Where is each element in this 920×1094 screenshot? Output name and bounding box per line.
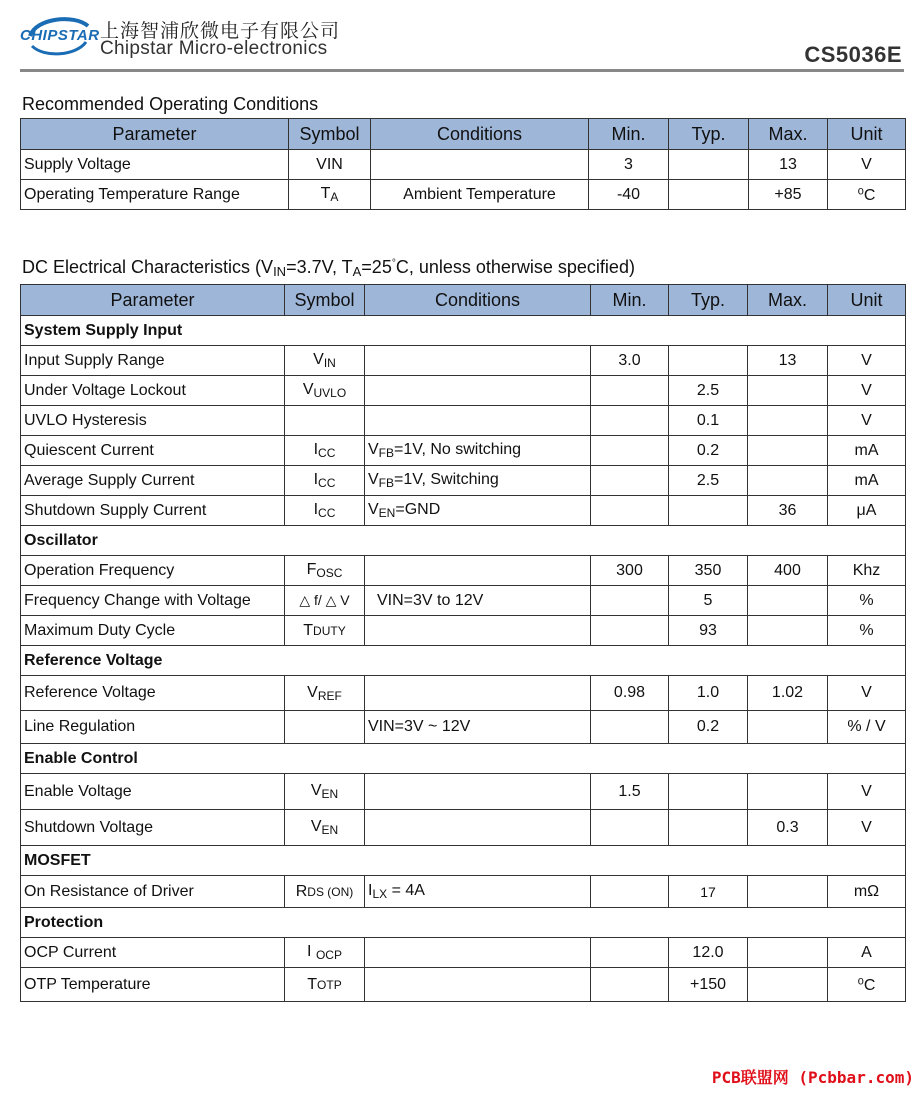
table-header-row [21, 119, 906, 150]
cell-typ: 5 [669, 586, 748, 616]
cell-max [748, 876, 828, 908]
cell-max [748, 586, 828, 616]
col-min: Min. [591, 285, 669, 316]
table-row [21, 466, 906, 496]
cell-param: Operating Temperature Range [21, 180, 289, 210]
col-typ: Typ. [669, 119, 749, 150]
roc-table [20, 118, 906, 210]
cell-max: 13 [749, 150, 828, 180]
cell-cond [365, 774, 591, 810]
cell-symbol: VIN [289, 150, 371, 180]
cell-unit: V [828, 150, 906, 180]
cell-cond [365, 810, 591, 846]
cell-param: On Resistance of Driver [21, 876, 285, 908]
cell-cond [365, 938, 591, 968]
cell-max [748, 616, 828, 646]
cell-unit: μA [828, 496, 906, 526]
cell-param: Maximum Duty Cycle [21, 616, 285, 646]
cell-symbol: TOTP [285, 968, 365, 1002]
col-typ: Typ. [669, 285, 748, 316]
cell-unit: V [828, 346, 906, 376]
cell-typ: 2.5 [669, 376, 748, 406]
cell-symbol: $V_{REF}$ [285, 676, 365, 711]
group-row [21, 908, 906, 938]
part-number: CS5036E [804, 42, 902, 67]
dc-title: DC Electrical Characteristics ($V_{IN}=3.7V$, $T_A=25^\circ C$, unless otherwise specified) [22, 257, 635, 279]
cell-typ [669, 346, 748, 376]
cell-param: Shutdown Voltage [21, 810, 285, 846]
cell-min: 300 [591, 556, 669, 586]
table-row [21, 496, 906, 526]
table-row [21, 774, 906, 810]
cell-max [748, 968, 828, 1002]
table-row [21, 616, 906, 646]
cell-typ: 350 [669, 556, 748, 586]
group-label: Protection [21, 908, 906, 938]
cell-param: OCP Current [21, 938, 285, 968]
company-name-cn: 上海智浦欣微电子有限公司 [100, 21, 341, 42]
cell-min [591, 436, 669, 466]
cell-param: Frequency Change with Voltage [21, 586, 285, 616]
col-unit: Unit [828, 119, 906, 150]
cell-min [591, 876, 669, 908]
cell-param: Input Supply Range [21, 346, 285, 376]
cell-max [748, 711, 828, 744]
cell-symbol: RDS (ON) [285, 876, 365, 908]
cell-typ: +150 [669, 968, 748, 1002]
cell-unit: V [828, 376, 906, 406]
cell-typ: 0.2 [669, 436, 748, 466]
table-row [21, 346, 906, 376]
table-row [21, 376, 906, 406]
table-row [21, 968, 906, 1002]
cell-typ [669, 496, 748, 526]
cell-min: 3 [589, 150, 669, 180]
cell-param: Enable Voltage [21, 774, 285, 810]
cell-min [591, 586, 669, 616]
cell-symbol: $F_{OSC}$ [285, 556, 365, 586]
col-conditions: Conditions [365, 285, 591, 316]
cell-unit: ⁰C [828, 968, 906, 1002]
cell-unit: mA [828, 436, 906, 466]
cell-param: Shutdown Supply Current [21, 496, 285, 526]
col-max: Max. [749, 119, 828, 150]
cell-cond: $V_{FB}=1V$, Switching [365, 466, 591, 496]
cell-param: Reference Voltage [21, 676, 285, 711]
cell-max [748, 466, 828, 496]
cell-symbol: $V_{EN}$ [285, 774, 365, 810]
cell-unit: % [828, 616, 906, 646]
company-name-en: Chipstar Micro-electronics [100, 38, 328, 59]
cell-typ: 0.2 [669, 711, 748, 744]
cell-min [591, 496, 669, 526]
table-row [21, 406, 906, 436]
header-divider [20, 69, 904, 72]
cell-param: OTP Temperature [21, 968, 285, 1002]
cell-typ [669, 774, 748, 810]
cell-typ: 1.0 [669, 676, 748, 711]
table-row [21, 556, 906, 586]
cell-typ [669, 810, 748, 846]
cell-symbol: $I_{CC}$ [285, 496, 365, 526]
cell-param: UVLO Hysteresis [21, 406, 285, 436]
group-label: System Supply Input [21, 316, 906, 346]
cell-min [591, 711, 669, 744]
cell-min [591, 406, 669, 436]
cell-symbol: △ f/ △ V [285, 586, 365, 616]
cell-symbol: $T_A$ [289, 180, 371, 210]
cell-max [748, 436, 828, 466]
group-label: Enable Control [21, 744, 906, 774]
col-parameter: Parameter [21, 285, 285, 316]
dc-table [20, 284, 906, 1002]
group-label: MOSFET [21, 846, 906, 876]
roc-title: Recommended Operating Conditions [22, 94, 319, 114]
table-row [21, 180, 906, 210]
table-header-row [21, 285, 906, 316]
cell-cond [365, 376, 591, 406]
cell-symbol [285, 711, 365, 744]
group-row [21, 646, 906, 676]
cell-typ: 17 [669, 876, 748, 908]
cell-typ [669, 180, 749, 210]
cell-typ [669, 150, 749, 180]
cell-unit: Khz [828, 556, 906, 586]
cell-max: +85 [749, 180, 828, 210]
group-row [21, 744, 906, 774]
table-row [21, 938, 906, 968]
source-watermark: PCB联盟网 (Pcbbar.com) [711, 1068, 914, 1087]
cell-cond: $I_{LX} = 4A$ [365, 876, 591, 908]
col-symbol: Symbol [289, 119, 371, 150]
cell-unit: % [828, 586, 906, 616]
cell-symbol: $V_{IN}$ [285, 346, 365, 376]
cell-cond: VIN=3V ~ 12V [365, 711, 591, 744]
group-row [21, 846, 906, 876]
cell-min [591, 376, 669, 406]
cell-cond: Ambient Temperature [371, 180, 589, 210]
cell-param: Operation Frequency [21, 556, 285, 586]
table-row [21, 150, 906, 180]
cell-min: 0.98 [591, 676, 669, 711]
cell-symbol [285, 406, 365, 436]
cell-max: 13 [748, 346, 828, 376]
col-symbol: Symbol [285, 285, 365, 316]
table-row [21, 810, 906, 846]
col-parameter: Parameter [21, 119, 289, 150]
cell-unit: mA [828, 466, 906, 496]
cell-cond [365, 346, 591, 376]
group-row [21, 526, 906, 556]
cell-unit: A [828, 938, 906, 968]
cell-min [591, 616, 669, 646]
cell-cond [365, 676, 591, 711]
cell-param: Average Supply Current [21, 466, 285, 496]
cell-max [748, 406, 828, 436]
cell-unit: V [828, 774, 906, 810]
cell-cond: $V_{EN}=GND$ [365, 496, 591, 526]
cell-min: -40 [589, 180, 669, 210]
table-row [21, 586, 906, 616]
cell-symbol: I $_{OCP}$ [285, 938, 365, 968]
cell-symbol: $I_{CC}$ [285, 436, 365, 466]
cell-unit: V [828, 676, 906, 711]
cell-typ: 93 [669, 616, 748, 646]
table-row [21, 876, 906, 908]
cell-unit: ⁰C [828, 180, 906, 210]
cell-min [591, 968, 669, 1002]
logo-text: CHIPSTAR [20, 27, 100, 44]
cell-cond: $V_{FB}=1V$, No switching [365, 436, 591, 466]
cell-symbol: TDUTY [285, 616, 365, 646]
cell-param: Supply Voltage [21, 150, 289, 180]
group-label: Oscillator [21, 526, 906, 556]
cell-cond [365, 406, 591, 436]
cell-max: 36 [748, 496, 828, 526]
cell-param: Line Regulation [21, 711, 285, 744]
col-conditions: Conditions [371, 119, 589, 150]
page-header [0, 0, 920, 80]
group-row [21, 316, 906, 346]
cell-cond [365, 968, 591, 1002]
cell-cond [365, 616, 591, 646]
cell-max: 400 [748, 556, 828, 586]
col-min: Min. [589, 119, 669, 150]
cell-param: Under Voltage Lockout [21, 376, 285, 406]
cell-min [591, 938, 669, 968]
cell-max [748, 774, 828, 810]
cell-unit: V [828, 406, 906, 436]
cell-param: Quiescent Current [21, 436, 285, 466]
cell-symbol: $I_{CC}$ [285, 466, 365, 496]
col-unit: Unit [828, 285, 906, 316]
cell-symbol: $V_{EN}$ [285, 810, 365, 846]
table-row [21, 711, 906, 744]
cell-min: 3.0 [591, 346, 669, 376]
cell-min [591, 466, 669, 496]
cell-max: 0.3 [748, 810, 828, 846]
cell-unit: % / V [828, 711, 906, 744]
cell-typ: 2.5 [669, 466, 748, 496]
group-label: Reference Voltage [21, 646, 906, 676]
cell-typ: 12.0 [669, 938, 748, 968]
cell-cond [371, 150, 589, 180]
table-row [21, 436, 906, 466]
col-max: Max. [748, 285, 828, 316]
cell-unit: mΩ [828, 876, 906, 908]
cell-max: 1.02 [748, 676, 828, 711]
cell-typ: 0.1 [669, 406, 748, 436]
cell-cond: VIN=3V to 12V [365, 586, 591, 616]
table-row [21, 676, 906, 711]
cell-min [591, 810, 669, 846]
cell-max [748, 938, 828, 968]
cell-unit: V [828, 810, 906, 846]
cell-cond [365, 556, 591, 586]
cell-min: 1.5 [591, 774, 669, 810]
cell-max [748, 376, 828, 406]
cell-symbol: $V_{UVLO}$ [285, 376, 365, 406]
